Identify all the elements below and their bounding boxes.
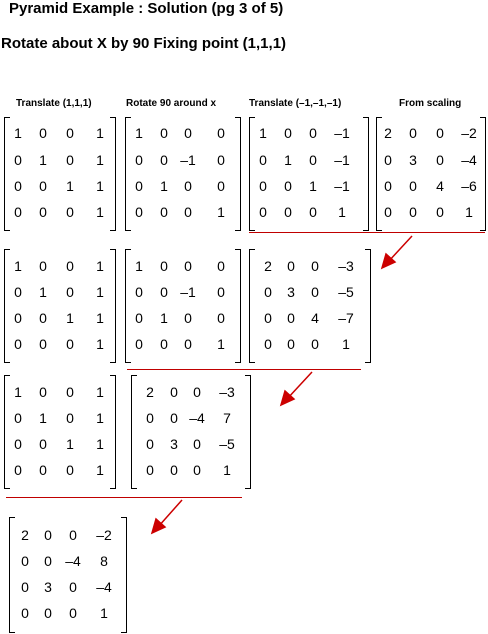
- matrix-cell: 0: [436, 152, 444, 168]
- matrix-cell: 1: [135, 125, 143, 141]
- matrix-cell: 3: [287, 284, 295, 300]
- matrix-cell: 0: [309, 204, 317, 220]
- label-translate-negative: Translate (–1,–1,–1): [249, 98, 342, 109]
- matrix-cell: 0: [309, 125, 317, 141]
- matrix-cell: 0: [21, 553, 29, 569]
- matrix-cell: –1: [334, 178, 350, 194]
- matrix-cell: 0: [66, 258, 74, 274]
- matrix-cell: 0: [160, 258, 168, 274]
- matrix-cell: 0: [409, 125, 417, 141]
- matrix-cell: 2: [384, 125, 392, 141]
- matrix-cell: 0: [66, 204, 74, 220]
- matrix-cell: 7: [223, 410, 231, 426]
- matrix-cell: 0: [135, 310, 143, 326]
- matrix-cell: 0: [39, 336, 47, 352]
- matrix-cell: 3: [44, 579, 52, 595]
- matrix-cell: 0: [14, 310, 22, 326]
- matrix-cell: 0: [217, 310, 225, 326]
- matrix-cell: 1: [14, 125, 22, 141]
- matrix-cell: 0: [135, 152, 143, 168]
- matrix-cell: 1: [66, 310, 74, 326]
- matrix-cell: 0: [66, 384, 74, 400]
- matrix-cell: 1: [338, 204, 346, 220]
- matrix-cell: 0: [264, 336, 272, 352]
- matrix-cell: 1: [96, 410, 104, 426]
- matrix-cell: 0: [39, 125, 47, 141]
- matrix-cell: 1: [66, 436, 74, 452]
- matrix-cell: 1: [465, 204, 473, 220]
- matrix-cell: 0: [217, 284, 225, 300]
- matrix-cell: 0: [217, 178, 225, 194]
- matrix-cell: 0: [160, 125, 168, 141]
- matrix-cell: –5: [219, 436, 235, 452]
- matrix-cell: 1: [39, 152, 47, 168]
- matrix-cell: 0: [259, 178, 267, 194]
- matrix-cell: 1: [96, 284, 104, 300]
- matrix-cell: 0: [184, 310, 192, 326]
- matrix-cell: 0: [135, 204, 143, 220]
- matrix-cell: 0: [384, 152, 392, 168]
- matrix-cell: 0: [14, 178, 22, 194]
- matrix-cell: 1: [39, 284, 47, 300]
- matrix-cell: 0: [264, 310, 272, 326]
- matrix-cell: 0: [259, 152, 267, 168]
- matrix-cell: 0: [21, 605, 29, 621]
- matrix-cell: 0: [66, 152, 74, 168]
- matrix-cell: –1: [180, 152, 196, 168]
- matrix-cell: 0: [193, 462, 201, 478]
- matrix-cell: 2: [21, 527, 29, 543]
- matrix-cell: 0: [14, 152, 22, 168]
- matrix-cell: 2: [264, 258, 272, 274]
- matrix-cell: 1: [14, 258, 22, 274]
- matrix-cell: 0: [66, 336, 74, 352]
- matrix-cell: –5: [338, 284, 354, 300]
- matrix-cell: 0: [217, 152, 225, 168]
- matrix-cell: 0: [184, 204, 192, 220]
- matrix-cell: 0: [193, 436, 201, 452]
- matrix-cell: –3: [219, 384, 235, 400]
- label-from-scaling: From scaling: [399, 98, 462, 109]
- matrix-cell: 0: [287, 258, 295, 274]
- matrix-cell: 0: [39, 204, 47, 220]
- matrix-cell: –4: [189, 410, 205, 426]
- matrix-cell: 8: [100, 553, 108, 569]
- matrix-cell: 0: [409, 204, 417, 220]
- matrix-cell: 1: [96, 125, 104, 141]
- matrix-cell: 1: [135, 258, 143, 274]
- matrix-cell: 0: [146, 462, 154, 478]
- matrix-cell: 1: [309, 178, 317, 194]
- matrix-cell: 1: [14, 384, 22, 400]
- matrix-cell: 0: [146, 436, 154, 452]
- matrix-cell: 1: [217, 336, 225, 352]
- matrix-cell: 1: [96, 436, 104, 452]
- label-translate-positive: Translate (1,1,1): [16, 98, 92, 109]
- matrix-cell: 0: [160, 284, 168, 300]
- matrix-cell: 0: [66, 284, 74, 300]
- matrix-cell: 0: [217, 258, 225, 274]
- matrix-cell: 0: [39, 436, 47, 452]
- matrix-cell: 0: [135, 336, 143, 352]
- matrix-cell: 0: [135, 178, 143, 194]
- matrix-cell: 0: [287, 336, 295, 352]
- matrix-cell: 1: [96, 178, 104, 194]
- matrix-cell: 1: [223, 462, 231, 478]
- matrix-cell: 0: [14, 204, 22, 220]
- matrix-cell: 0: [184, 258, 192, 274]
- matrix-cell: 1: [217, 204, 225, 220]
- matrix-cell: –6: [461, 178, 477, 194]
- matrix-cell: 0: [69, 605, 77, 621]
- matrix-cell: –7: [338, 310, 354, 326]
- page-subtitle: Rotate about X by 90 Fixing point (1,1,1): [1, 35, 287, 52]
- matrix-cell: 3: [170, 436, 178, 452]
- matrix-cell: 0: [311, 336, 319, 352]
- matrix-cell: 0: [14, 336, 22, 352]
- matrix-cell: 1: [96, 152, 104, 168]
- matrix-cell: 1: [259, 125, 267, 141]
- matrix-cell: 1: [96, 384, 104, 400]
- matrix-cell: 0: [217, 125, 225, 141]
- matrix-cell: 0: [309, 152, 317, 168]
- matrix-cell: –2: [96, 527, 112, 543]
- matrix-cell: 0: [39, 258, 47, 274]
- matrix-cell: 0: [384, 178, 392, 194]
- matrix-cell: 0: [170, 462, 178, 478]
- matrix-cell: 0: [287, 310, 295, 326]
- matrix-cell: –2: [461, 125, 477, 141]
- matrix-cell: 1: [100, 605, 108, 621]
- matrix-cell: 1: [96, 204, 104, 220]
- matrix-cell: 0: [160, 204, 168, 220]
- matrix-cell: 1: [39, 410, 47, 426]
- matrix-cell: 4: [436, 178, 444, 194]
- matrix-cell: 1: [96, 336, 104, 352]
- matrix-cell: 0: [69, 527, 77, 543]
- matrix-cell: 0: [135, 284, 143, 300]
- matrix-cell: 1: [160, 178, 168, 194]
- matrix-cell: 1: [342, 336, 350, 352]
- matrix-cell: 4: [311, 310, 319, 326]
- matrix-cell: 0: [184, 125, 192, 141]
- matrix-cell: 0: [44, 605, 52, 621]
- matrix-cell: 0: [436, 204, 444, 220]
- matrix-cell: 0: [14, 436, 22, 452]
- matrix-cell: 1: [160, 310, 168, 326]
- matrix-cell: –4: [461, 152, 477, 168]
- matrix-cell: 0: [14, 284, 22, 300]
- matrix-cell: 0: [311, 258, 319, 274]
- matrix-cell: 1: [96, 462, 104, 478]
- matrix-cell: 0: [284, 178, 292, 194]
- matrix-cell: 0: [259, 204, 267, 220]
- matrix-cell: 0: [39, 384, 47, 400]
- matrix-cell: 0: [170, 410, 178, 426]
- matrix-cell: 0: [184, 178, 192, 194]
- matrix-cell: 2: [146, 384, 154, 400]
- matrix-cell: 3: [409, 152, 417, 168]
- matrix-cell: 0: [44, 553, 52, 569]
- matrix-cell: 0: [21, 579, 29, 595]
- matrix-cell: 0: [39, 310, 47, 326]
- matrix-cell: –1: [180, 284, 196, 300]
- matrix-cell: 0: [284, 125, 292, 141]
- matrix-cell: 0: [44, 527, 52, 543]
- matrix-cell: 0: [170, 384, 178, 400]
- matrix-cell: 0: [66, 410, 74, 426]
- matrix-cell: 1: [66, 178, 74, 194]
- matrix-cell: 0: [160, 336, 168, 352]
- matrix-cell: 1: [284, 152, 292, 168]
- matrix-cell: 0: [146, 410, 154, 426]
- matrix-cell: 1: [96, 310, 104, 326]
- matrix-cell: 0: [384, 204, 392, 220]
- matrix-cell: –4: [96, 579, 112, 595]
- label-rotate-90: Rotate 90 around x: [126, 98, 217, 109]
- matrix-cell: –4: [65, 553, 81, 569]
- matrix-cell: 0: [14, 462, 22, 478]
- matrix-cell: 0: [264, 284, 272, 300]
- matrix-cell: 0: [193, 384, 201, 400]
- matrix-cell: 0: [184, 336, 192, 352]
- matrix-cell: 0: [14, 410, 22, 426]
- page-title: Pyramid Example : Solution (pg 3 of 5): [9, 0, 284, 17]
- matrix-cell: 0: [66, 462, 74, 478]
- matrix-cell: 0: [66, 125, 74, 141]
- matrix-cell: –1: [334, 152, 350, 168]
- matrix-cell: 0: [69, 579, 77, 595]
- matrix-cell: 0: [436, 125, 444, 141]
- matrix-cell: –1: [334, 125, 350, 141]
- matrix-cell: 0: [39, 178, 47, 194]
- matrix-cell: 0: [409, 178, 417, 194]
- matrix-cell: 1: [96, 258, 104, 274]
- matrix-cell: 0: [311, 284, 319, 300]
- matrix-cell: 0: [160, 152, 168, 168]
- matrix-cell: –3: [338, 258, 354, 274]
- matrix-cell: 0: [284, 204, 292, 220]
- matrix-cell: 0: [39, 462, 47, 478]
